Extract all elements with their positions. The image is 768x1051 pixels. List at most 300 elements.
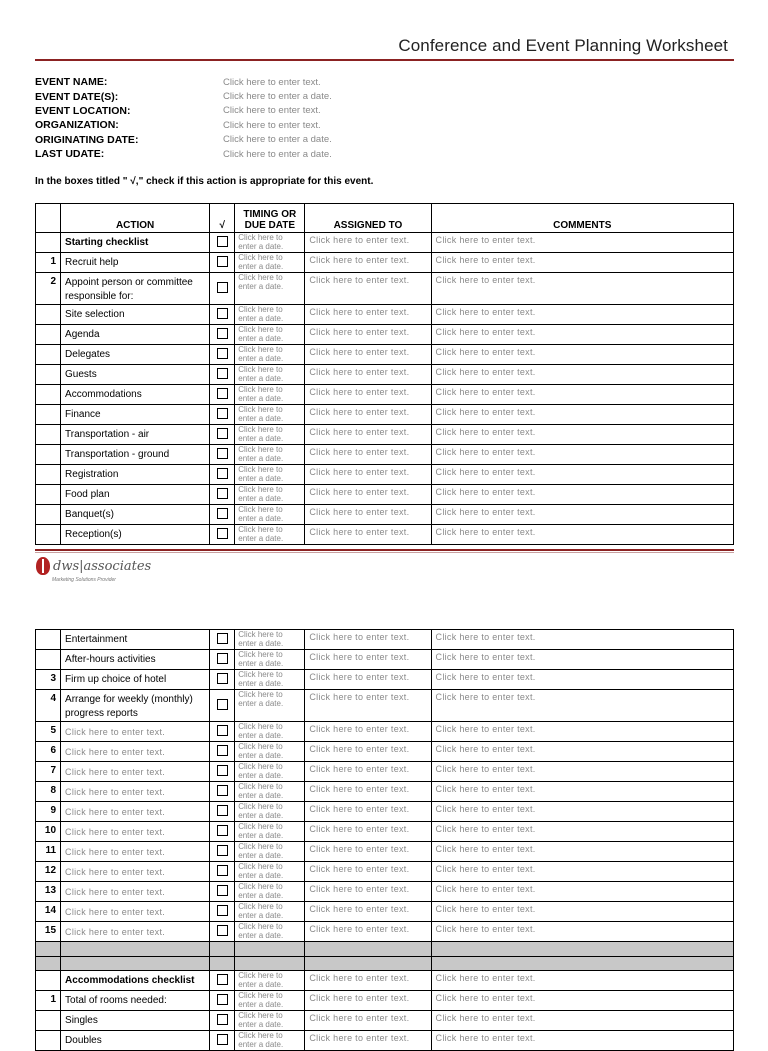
check-cell <box>210 525 235 545</box>
footer-divider <box>35 549 734 551</box>
check-cell <box>210 802 235 822</box>
assigned-to-input[interactable]: Click here to enter text. <box>305 762 431 782</box>
timing-date-input[interactable]: Click here to enter a date. <box>235 742 305 762</box>
timing-date-input[interactable]: Click here to enter a date. <box>235 862 305 882</box>
checkbox[interactable] <box>217 699 228 710</box>
comments-input[interactable]: Click here to enter text. <box>431 690 733 722</box>
checkbox[interactable] <box>217 905 228 916</box>
comments-input[interactable]: Click here to enter text. <box>431 525 733 545</box>
checkbox[interactable] <box>217 785 228 796</box>
checkbox[interactable] <box>217 865 228 876</box>
comments-input[interactable]: Click here to enter text. <box>431 1011 733 1031</box>
action-table-page2 <box>35 629 734 1051</box>
table-row <box>36 942 734 957</box>
table-row <box>36 485 734 505</box>
timing-date-input[interactable]: Click here to enter a date. <box>235 902 305 922</box>
action-input[interactable]: Click here to enter text. <box>61 882 210 902</box>
action-input[interactable]: Click here to enter text. <box>61 802 210 822</box>
table-row <box>36 882 734 902</box>
field-row <box>35 75 332 89</box>
row-number <box>36 650 61 670</box>
check-cell <box>210 822 235 842</box>
timing-date-input[interactable]: Click here to enter a date. <box>235 485 305 505</box>
field-label: ORGANIZATION: <box>35 119 119 132</box>
timing-date-input[interactable]: Click here to enter a date. <box>235 882 305 902</box>
field-value-input[interactable]: Click here to enter a date. <box>223 134 332 146</box>
table-row <box>36 862 734 882</box>
row-number: 13 <box>36 882 61 902</box>
action-label: Delegates <box>61 345 210 365</box>
field-label: EVENT DATE(S): <box>35 90 119 103</box>
checkbox[interactable] <box>217 765 228 776</box>
comments-input[interactable]: Click here to enter text. <box>431 882 733 902</box>
checkbox[interactable] <box>217 845 228 856</box>
timing-date-input[interactable]: Click here to enter a date. <box>235 345 305 365</box>
gray-spacer-cell <box>210 956 235 971</box>
assigned-to-input[interactable]: Click here to enter text. <box>305 253 431 273</box>
action-label: Banquet(s) <box>61 505 210 525</box>
field-label: EVENT NAME: <box>35 76 108 89</box>
table-row <box>36 305 734 325</box>
table-row <box>36 650 734 670</box>
assigned-to-input[interactable]: Click here to enter text. <box>305 233 431 253</box>
comments-input[interactable]: Click here to enter text. <box>431 822 733 842</box>
checkbox[interactable] <box>217 468 228 479</box>
field-value-input[interactable]: Click here to enter text. <box>223 119 321 131</box>
field-value-input[interactable]: Click here to enter text. <box>223 76 321 88</box>
check-cell <box>210 253 235 273</box>
assigned-to-input[interactable]: Click here to enter text. <box>305 782 431 802</box>
check-cell <box>210 273 235 305</box>
checkbox[interactable] <box>217 885 228 896</box>
timing-date-input[interactable]: Click here to enter a date. <box>235 233 305 253</box>
timing-date-input[interactable]: Click here to enter a date. <box>235 690 305 722</box>
header-assigned: ASSIGNED TO <box>305 204 431 233</box>
timing-date-input[interactable]: Click here to enter a date. <box>235 1031 305 1051</box>
comments-input[interactable]: Click here to enter text. <box>431 922 733 942</box>
action-label: Doubles <box>61 1031 210 1051</box>
checkbox[interactable] <box>217 725 228 736</box>
row-number: 4 <box>36 690 61 722</box>
table-row <box>36 722 734 742</box>
check-cell <box>210 233 235 253</box>
assigned-to-input[interactable]: Click here to enter text. <box>305 365 431 385</box>
comments-input[interactable]: Click here to enter text. <box>431 782 733 802</box>
title-divider <box>35 59 734 61</box>
check-cell <box>210 670 235 690</box>
row-number <box>36 385 61 405</box>
table-row <box>36 762 734 782</box>
table-row <box>36 782 734 802</box>
company-logo <box>36 557 151 575</box>
comments-input[interactable]: Click here to enter text. <box>431 253 733 273</box>
action-label: Food plan <box>61 485 210 505</box>
action-input[interactable]: Click here to enter text. <box>61 822 210 842</box>
row-number <box>36 445 61 465</box>
timing-date-input[interactable]: Click here to enter a date. <box>235 305 305 325</box>
gray-spacer-cell <box>61 956 210 971</box>
check-cell <box>210 1011 235 1031</box>
table-row <box>36 1031 734 1051</box>
check-cell <box>210 650 235 670</box>
timing-date-input[interactable]: Click here to enter a date. <box>235 525 305 545</box>
check-cell <box>210 485 235 505</box>
check-cell <box>210 425 235 445</box>
table-row <box>36 405 734 425</box>
table-row <box>36 273 734 305</box>
action-label: Accommodations <box>61 385 210 405</box>
row-number: 11 <box>36 842 61 862</box>
assigned-to-input[interactable]: Click here to enter text. <box>305 445 431 465</box>
assigned-to-input[interactable]: Click here to enter text. <box>305 325 431 345</box>
assigned-to-input[interactable]: Click here to enter text. <box>305 971 431 991</box>
action-label: Starting checklist <box>61 233 210 253</box>
timing-date-input[interactable]: Click here to enter a date. <box>235 670 305 690</box>
comments-input[interactable]: Click here to enter text. <box>431 505 733 525</box>
row-number <box>36 365 61 385</box>
assigned-to-input[interactable]: Click here to enter text. <box>305 991 431 1011</box>
field-value-input[interactable]: Click here to enter a date. <box>223 91 332 103</box>
action-label: Firm up choice of hotel <box>61 670 210 690</box>
table-row <box>36 445 734 465</box>
row-number: 3 <box>36 670 61 690</box>
action-label: After-hours activities <box>61 650 210 670</box>
action-label: Agenda <box>61 325 210 345</box>
field-row <box>35 133 332 147</box>
checkbox[interactable] <box>217 236 228 247</box>
comments-input[interactable]: Click here to enter text. <box>431 405 733 425</box>
check-cell <box>210 345 235 365</box>
table-row <box>36 902 734 922</box>
table-row <box>36 365 734 385</box>
comments-input[interactable]: Click here to enter text. <box>431 445 733 465</box>
comments-input[interactable]: Click here to enter text. <box>431 742 733 762</box>
assigned-to-input[interactable]: Click here to enter text. <box>305 630 431 650</box>
checkbox[interactable] <box>217 673 228 684</box>
checkbox[interactable] <box>217 508 228 519</box>
assigned-to-input[interactable]: Click here to enter text. <box>305 405 431 425</box>
row-number: 1 <box>36 991 61 1011</box>
page-title: Conference and Event Planning Worksheet <box>398 36 728 55</box>
checkbox[interactable] <box>217 633 228 644</box>
table-row <box>36 842 734 862</box>
comments-input[interactable]: Click here to enter text. <box>431 670 733 690</box>
checkbox[interactable] <box>217 348 228 359</box>
checkbox[interactable] <box>217 805 228 816</box>
field-value-input[interactable]: Click here to enter text. <box>223 105 321 117</box>
checkbox[interactable] <box>217 1034 228 1045</box>
row-number: 9 <box>36 802 61 822</box>
check-cell <box>210 690 235 722</box>
check-cell <box>210 325 235 345</box>
action-input[interactable]: Click here to enter text. <box>61 722 210 742</box>
assigned-to-input[interactable]: Click here to enter text. <box>305 485 431 505</box>
action-label: Total of rooms needed: <box>61 991 210 1011</box>
action-input[interactable]: Click here to enter text. <box>61 742 210 762</box>
checkbox[interactable] <box>217 745 228 756</box>
timing-date-input[interactable]: Click here to enter a date. <box>235 842 305 862</box>
instruction-text: In the boxes titled " √," check if this action is appropriate for this event. <box>35 176 374 187</box>
row-number: 2 <box>36 273 61 305</box>
assigned-to-input[interactable]: Click here to enter text. <box>305 650 431 670</box>
action-input[interactable]: Click here to enter text. <box>61 782 210 802</box>
gray-spacer-cell <box>61 942 210 957</box>
comments-input[interactable]: Click here to enter text. <box>431 273 733 305</box>
assigned-to-input[interactable]: Click here to enter text. <box>305 922 431 942</box>
timing-date-input[interactable]: Click here to enter a date. <box>235 425 305 445</box>
assigned-to-input[interactable]: Click here to enter text. <box>305 505 431 525</box>
table-row <box>36 1011 734 1031</box>
action-input[interactable]: Click here to enter text. <box>61 762 210 782</box>
action-label: Site selection <box>61 305 210 325</box>
table-row <box>36 742 734 762</box>
timing-date-input[interactable]: Click here to enter a date. <box>235 762 305 782</box>
assigned-to-input[interactable]: Click here to enter text. <box>305 273 431 305</box>
comments-input[interactable]: Click here to enter text. <box>431 485 733 505</box>
action-label: Guests <box>61 365 210 385</box>
gray-spacer-cell <box>36 956 61 971</box>
check-cell <box>210 782 235 802</box>
assigned-to-input[interactable]: Click here to enter text. <box>305 802 431 822</box>
action-label: Accommodations checklist <box>61 971 210 991</box>
assigned-to-input[interactable]: Click here to enter text. <box>305 385 431 405</box>
row-number: 7 <box>36 762 61 782</box>
assigned-to-input[interactable]: Click here to enter text. <box>305 670 431 690</box>
action-label: Transportation - air <box>61 425 210 445</box>
check-cell <box>210 1031 235 1051</box>
checkbox[interactable] <box>217 282 228 293</box>
table-row <box>36 233 734 253</box>
timing-date-input[interactable]: Click here to enter a date. <box>235 802 305 822</box>
checkbox[interactable] <box>217 488 228 499</box>
check-cell <box>210 862 235 882</box>
assigned-to-input[interactable]: Click here to enter text. <box>305 842 431 862</box>
action-label: Entertainment <box>61 630 210 650</box>
row-number <box>36 233 61 253</box>
table-row <box>36 822 734 842</box>
field-label: LAST UDATE: <box>35 148 105 161</box>
row-number: 6 <box>36 742 61 762</box>
action-table-page1 <box>35 203 734 545</box>
timing-date-input[interactable]: Click here to enter a date. <box>235 782 305 802</box>
gray-spacer-cell <box>305 956 431 971</box>
action-input[interactable]: Click here to enter text. <box>61 842 210 862</box>
gray-spacer-cell <box>431 942 733 957</box>
comments-input[interactable]: Click here to enter text. <box>431 1031 733 1051</box>
field-value-input[interactable]: Click here to enter a date. <box>223 148 332 160</box>
comments-input[interactable]: Click here to enter text. <box>431 862 733 882</box>
action-label: Recruit help <box>61 253 210 273</box>
header-timing: TIMING OR DUE DATE <box>235 204 305 233</box>
assigned-to-input[interactable]: Click here to enter text. <box>305 742 431 762</box>
check-cell <box>210 742 235 762</box>
checkbox[interactable] <box>217 388 228 399</box>
timing-date-input[interactable]: Click here to enter a date. <box>235 922 305 942</box>
assigned-to-input[interactable]: Click here to enter text. <box>305 690 431 722</box>
row-number <box>36 305 61 325</box>
timing-date-input[interactable]: Click here to enter a date. <box>235 971 305 991</box>
action-label: Appoint person or committee responsible for: <box>61 273 210 305</box>
assigned-to-input[interactable]: Click here to enter text. <box>305 902 431 922</box>
timing-date-input[interactable]: Click here to enter a date. <box>235 273 305 305</box>
row-number: 8 <box>36 782 61 802</box>
check-cell <box>210 971 235 991</box>
action-input[interactable]: Click here to enter text. <box>61 922 210 942</box>
checkbox[interactable] <box>217 925 228 936</box>
checkbox[interactable] <box>217 528 228 539</box>
check-cell <box>210 445 235 465</box>
checkbox[interactable] <box>217 368 228 379</box>
row-number <box>36 345 61 365</box>
check-cell <box>210 902 235 922</box>
timing-date-input[interactable]: Click here to enter a date. <box>235 650 305 670</box>
comments-input[interactable]: Click here to enter text. <box>431 325 733 345</box>
gray-spacer-cell <box>305 942 431 957</box>
timing-date-input[interactable]: Click here to enter a date. <box>235 1011 305 1031</box>
checkbox[interactable] <box>217 328 228 339</box>
check-cell <box>210 505 235 525</box>
assigned-to-input[interactable]: Click here to enter text. <box>305 345 431 365</box>
table-row <box>36 922 734 942</box>
row-number <box>36 1011 61 1031</box>
comments-input[interactable]: Click here to enter text. <box>431 425 733 445</box>
action-label: Registration <box>61 465 210 485</box>
field-label: ORIGINATING DATE: <box>35 133 139 146</box>
field-label: EVENT LOCATION: <box>35 104 131 117</box>
checkbox[interactable] <box>217 653 228 664</box>
check-cell <box>210 882 235 902</box>
comments-input[interactable]: Click here to enter text. <box>431 802 733 822</box>
table-row <box>36 802 734 822</box>
row-number <box>36 525 61 545</box>
table-row <box>36 670 734 690</box>
comments-input[interactable]: Click here to enter text. <box>431 842 733 862</box>
checkbox[interactable] <box>217 448 228 459</box>
timing-date-input[interactable]: Click here to enter a date. <box>235 822 305 842</box>
row-number: 15 <box>36 922 61 942</box>
timing-date-input[interactable]: Click here to enter a date. <box>235 385 305 405</box>
table-row <box>36 425 734 445</box>
action-label: Finance <box>61 405 210 425</box>
row-number <box>36 485 61 505</box>
timing-date-input[interactable]: Click here to enter a date. <box>235 365 305 385</box>
assigned-to-input[interactable]: Click here to enter text. <box>305 1011 431 1031</box>
comments-input[interactable]: Click here to enter text. <box>431 385 733 405</box>
action-input[interactable]: Click here to enter text. <box>61 862 210 882</box>
header-number <box>36 204 61 233</box>
checkbox[interactable] <box>217 408 228 419</box>
check-cell <box>210 630 235 650</box>
gray-spacer-cell <box>36 942 61 957</box>
check-cell <box>210 842 235 862</box>
action-label: Arrange for weekly (monthly) progress reports <box>61 690 210 722</box>
timing-date-input[interactable]: Click here to enter a date. <box>235 253 305 273</box>
action-label: Singles <box>61 1011 210 1031</box>
comments-input[interactable]: Click here to enter text. <box>431 991 733 1011</box>
table-row <box>36 345 734 365</box>
action-label: Reception(s) <box>61 525 210 545</box>
assigned-to-input[interactable]: Click here to enter text. <box>305 305 431 325</box>
header-action: ACTION <box>61 204 210 233</box>
table-row <box>36 971 734 991</box>
comments-input[interactable]: Click here to enter text. <box>431 762 733 782</box>
checkbox[interactable] <box>217 994 228 1005</box>
assigned-to-input[interactable]: Click here to enter text. <box>305 465 431 485</box>
assigned-to-input[interactable]: Click here to enter text. <box>305 822 431 842</box>
timing-date-input[interactable]: Click here to enter a date. <box>235 325 305 345</box>
comments-input[interactable]: Click here to enter text. <box>431 345 733 365</box>
table-row <box>36 956 734 971</box>
field-row <box>35 118 332 132</box>
row-number <box>36 325 61 345</box>
assigned-to-input[interactable]: Click here to enter text. <box>305 862 431 882</box>
checkbox[interactable] <box>217 308 228 319</box>
gray-spacer-cell <box>235 956 305 971</box>
table-row <box>36 630 734 650</box>
row-number: 5 <box>36 722 61 742</box>
check-cell <box>210 385 235 405</box>
assigned-to-input[interactable]: Click here to enter text. <box>305 882 431 902</box>
check-cell <box>210 922 235 942</box>
row-number: 10 <box>36 822 61 842</box>
checkbox[interactable] <box>217 256 228 267</box>
table-row <box>36 505 734 525</box>
comments-input[interactable]: Click here to enter text. <box>431 233 733 253</box>
logo-mark-icon <box>36 557 50 575</box>
comments-input[interactable]: Click here to enter text. <box>431 902 733 922</box>
checkbox[interactable] <box>217 825 228 836</box>
timing-date-input[interactable]: Click here to enter a date. <box>235 722 305 742</box>
assigned-to-input[interactable]: Click here to enter text. <box>305 525 431 545</box>
timing-date-input[interactable]: Click here to enter a date. <box>235 445 305 465</box>
comments-input[interactable]: Click here to enter text. <box>431 465 733 485</box>
event-fields <box>35 75 332 161</box>
comments-input[interactable]: Click here to enter text. <box>431 722 733 742</box>
table-row <box>36 690 734 722</box>
checkbox[interactable] <box>217 974 228 985</box>
row-number: 14 <box>36 902 61 922</box>
comments-input[interactable]: Click here to enter text. <box>431 305 733 325</box>
table-row <box>36 525 734 545</box>
check-cell <box>210 405 235 425</box>
timing-date-input[interactable]: Click here to enter a date. <box>235 630 305 650</box>
comments-input[interactable]: Click here to enter text. <box>431 365 733 385</box>
row-number <box>36 405 61 425</box>
row-number <box>36 630 61 650</box>
action-input[interactable]: Click here to enter text. <box>61 902 210 922</box>
header-check: √ <box>210 204 235 233</box>
comments-input[interactable]: Click here to enter text. <box>431 630 733 650</box>
checkbox[interactable] <box>217 1014 228 1025</box>
header-comments: COMMENTS <box>431 204 733 233</box>
comments-input[interactable]: Click here to enter text. <box>431 650 733 670</box>
check-cell <box>210 365 235 385</box>
timing-date-input[interactable]: Click here to enter a date. <box>235 405 305 425</box>
table-row <box>36 991 734 1011</box>
assigned-to-input[interactable]: Click here to enter text. <box>305 1031 431 1051</box>
timing-date-input[interactable]: Click here to enter a date. <box>235 465 305 485</box>
row-number: 1 <box>36 253 61 273</box>
assigned-to-input[interactable]: Click here to enter text. <box>305 425 431 445</box>
row-number <box>36 465 61 485</box>
timing-date-input[interactable]: Click here to enter a date. <box>235 991 305 1011</box>
assigned-to-input[interactable]: Click here to enter text. <box>305 722 431 742</box>
checkbox[interactable] <box>217 428 228 439</box>
action-label: Transportation - ground <box>61 445 210 465</box>
field-row <box>35 104 332 118</box>
timing-date-input[interactable]: Click here to enter a date. <box>235 505 305 525</box>
comments-input[interactable]: Click here to enter text. <box>431 971 733 991</box>
